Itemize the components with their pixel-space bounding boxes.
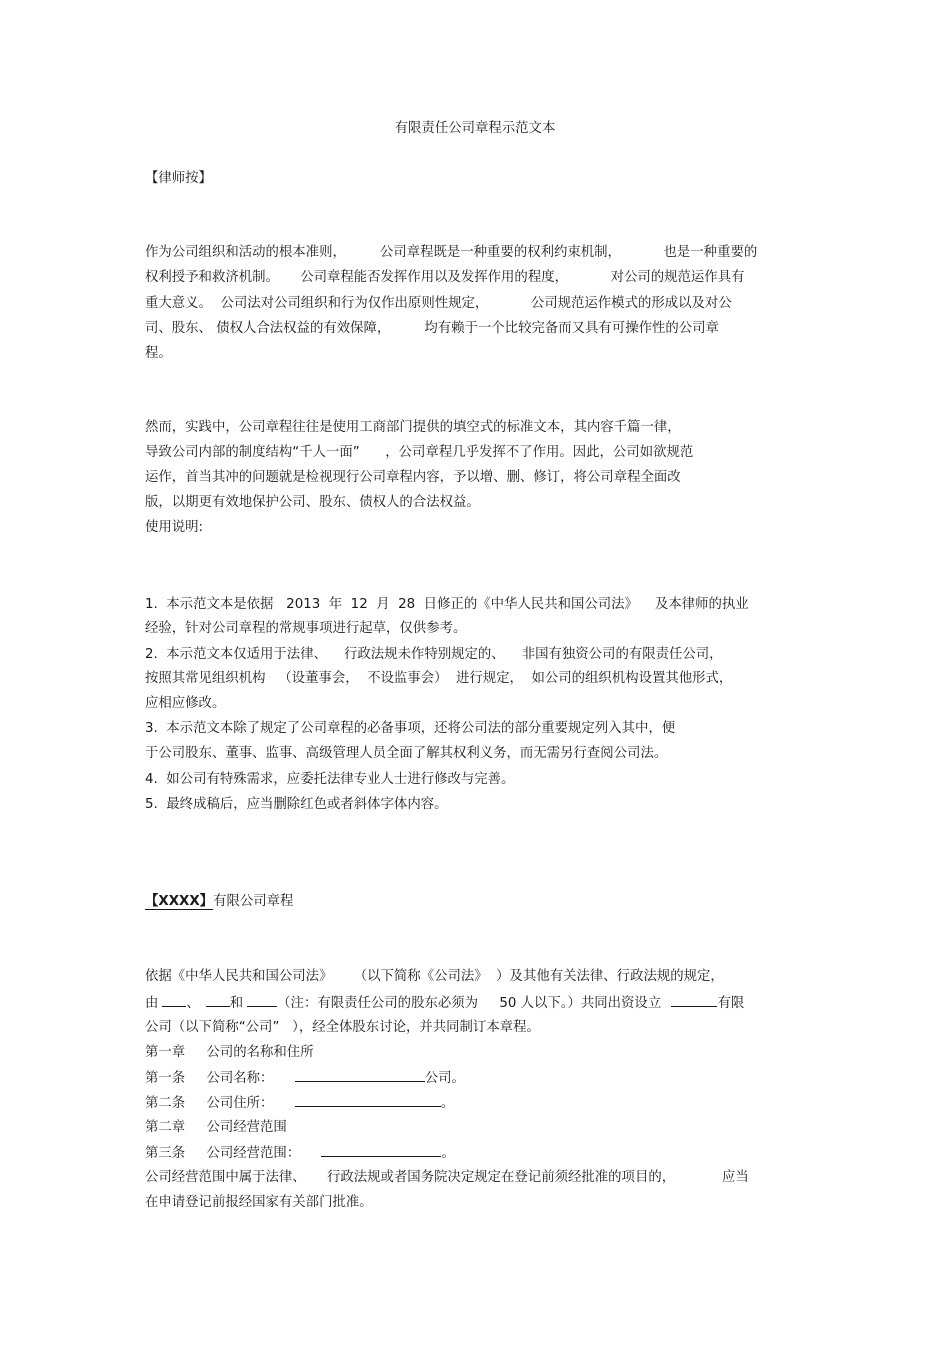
usage-line-8: 4. 如公司有特殊需求，应委托法律专业人士进行修改与完善。 xyxy=(145,772,515,787)
intro2-line-2: 导致公司内部的制度结构“千人一面” ，公司章程几乎发挥不了作用。因此，公司如欲规范 xyxy=(145,445,694,460)
intro-line-4: 司、股东、 债权人合法权益的有效保障， 均有赖于一个比较完备而又具有可操作性的公司章 xyxy=(145,321,719,336)
usage-heading: 使用说明: xyxy=(145,520,204,535)
blank-shareholder-1 xyxy=(162,993,186,1007)
article-3: 第三条 公司经营范围： 。 xyxy=(145,1143,455,1163)
usage-line-4: 按照其常见组织机构 （设董事会， 不设监事会） 进行规定， 如公司的组织机构设置其他形式， xyxy=(145,671,733,686)
usage-line-3: 2. 本示范文本仅适用于法律、 行政法规未作特别规定的、 非国有独资公司的有限责任公司， xyxy=(145,647,723,662)
chapter-1-heading: 第一章 公司的名称和住所 xyxy=(145,1045,314,1060)
charter-heading xyxy=(145,892,293,911)
usage-line-6: 3. 本示范文本除了规定了公司章程的必备事项，还将公司法的部分重要规定列入其中，便 xyxy=(145,721,676,736)
intro2-line-1: 然而，实践中，公司章程往往是使用工商部门提供的填空式的标准文本，其内容千篇一律， xyxy=(145,420,681,435)
chapter-2-heading: 第二章 公司经营范围 xyxy=(145,1120,287,1135)
blank-business-scope-field xyxy=(321,1143,441,1157)
body-para-5: 在申请登记前报经国家有关部门批准。 xyxy=(145,1195,373,1210)
intro-line-3: 重大意义。 公司法对公司组织和行为仅作出原则性规定， 公司规范运作模式的形成以及对公 xyxy=(145,296,732,311)
article-1: 第一条 公司名称： 公司。 xyxy=(145,1068,465,1088)
intro2-line-4: 版，以期更有效地保护公司、股东、债权人的合法权益。 xyxy=(145,495,480,510)
article-2: 第二条 公司住所： 。 xyxy=(145,1093,454,1113)
body-para-3: 公司（以下简称“公司” ），经全体股东讨论，并共同制订本章程。 xyxy=(145,1020,540,1035)
charter-title: 有限公司章程 xyxy=(213,894,294,909)
blank-company-name xyxy=(671,993,717,1007)
intro2-line-3: 运作，首当其冲的问题就是检视现行公司章程内容，予以增、删、修订，将公司章程全面改 xyxy=(145,470,681,485)
charter-name-placeholder: 【XXXX】 xyxy=(145,894,214,909)
blank-company-address-field xyxy=(295,1093,441,1107)
intro-line-1: 作为公司组织和活动的根本准则， 公司章程既是一种重要的权利约束机制， 也是一种重要的 xyxy=(145,245,758,260)
body-para-2: 由 、 和 （注：有限责任公司的股东必须为 50 人以下。）共同出资设立 有限 xyxy=(145,993,744,1013)
blank-shareholder-2 xyxy=(206,993,230,1007)
body-para-4: 公司经营范围中属于法律、 行政法规或者国务院决定规定在登记前须经批准的项目的， 应当 xyxy=(145,1170,749,1185)
lawyer-note-heading: 【律师按】 xyxy=(145,171,212,186)
intro-line-2: 权利授予和救济机制。 公司章程能否发挥作用以及发挥作用的程度， 对公司的规范运作具有 xyxy=(145,270,745,285)
blank-company-name-field xyxy=(295,1068,425,1082)
usage-line-1: 1. 本示范文本是依据 2013 年 12 月 28 日修正的《中华人民共和国公司法》 及本律师的执业 xyxy=(145,597,749,612)
usage-line-7: 于公司股东、董事、监事、高级管理人员全面了解其权利义务，而无需另行查阅公司法。 xyxy=(145,746,668,761)
usage-line-2: 经验，针对公司章程的常规事项进行起草，仅供参考。 xyxy=(145,621,467,636)
blank-shareholder-3 xyxy=(247,993,277,1007)
usage-line-5: 应相应修改。 xyxy=(145,696,226,711)
body-para-1: 依据《中华人民共和国公司法》 （以下简称《公司法》 ）及其他有关法律、行政法规的规定， xyxy=(145,969,724,984)
document-title: 有限责任公司章程示范文本 xyxy=(394,121,556,136)
intro-line-5: 程。 xyxy=(145,346,172,361)
usage-line-9: 5. 最终成稿后，应当删除红色或者斜体字体内容。 xyxy=(145,797,448,812)
